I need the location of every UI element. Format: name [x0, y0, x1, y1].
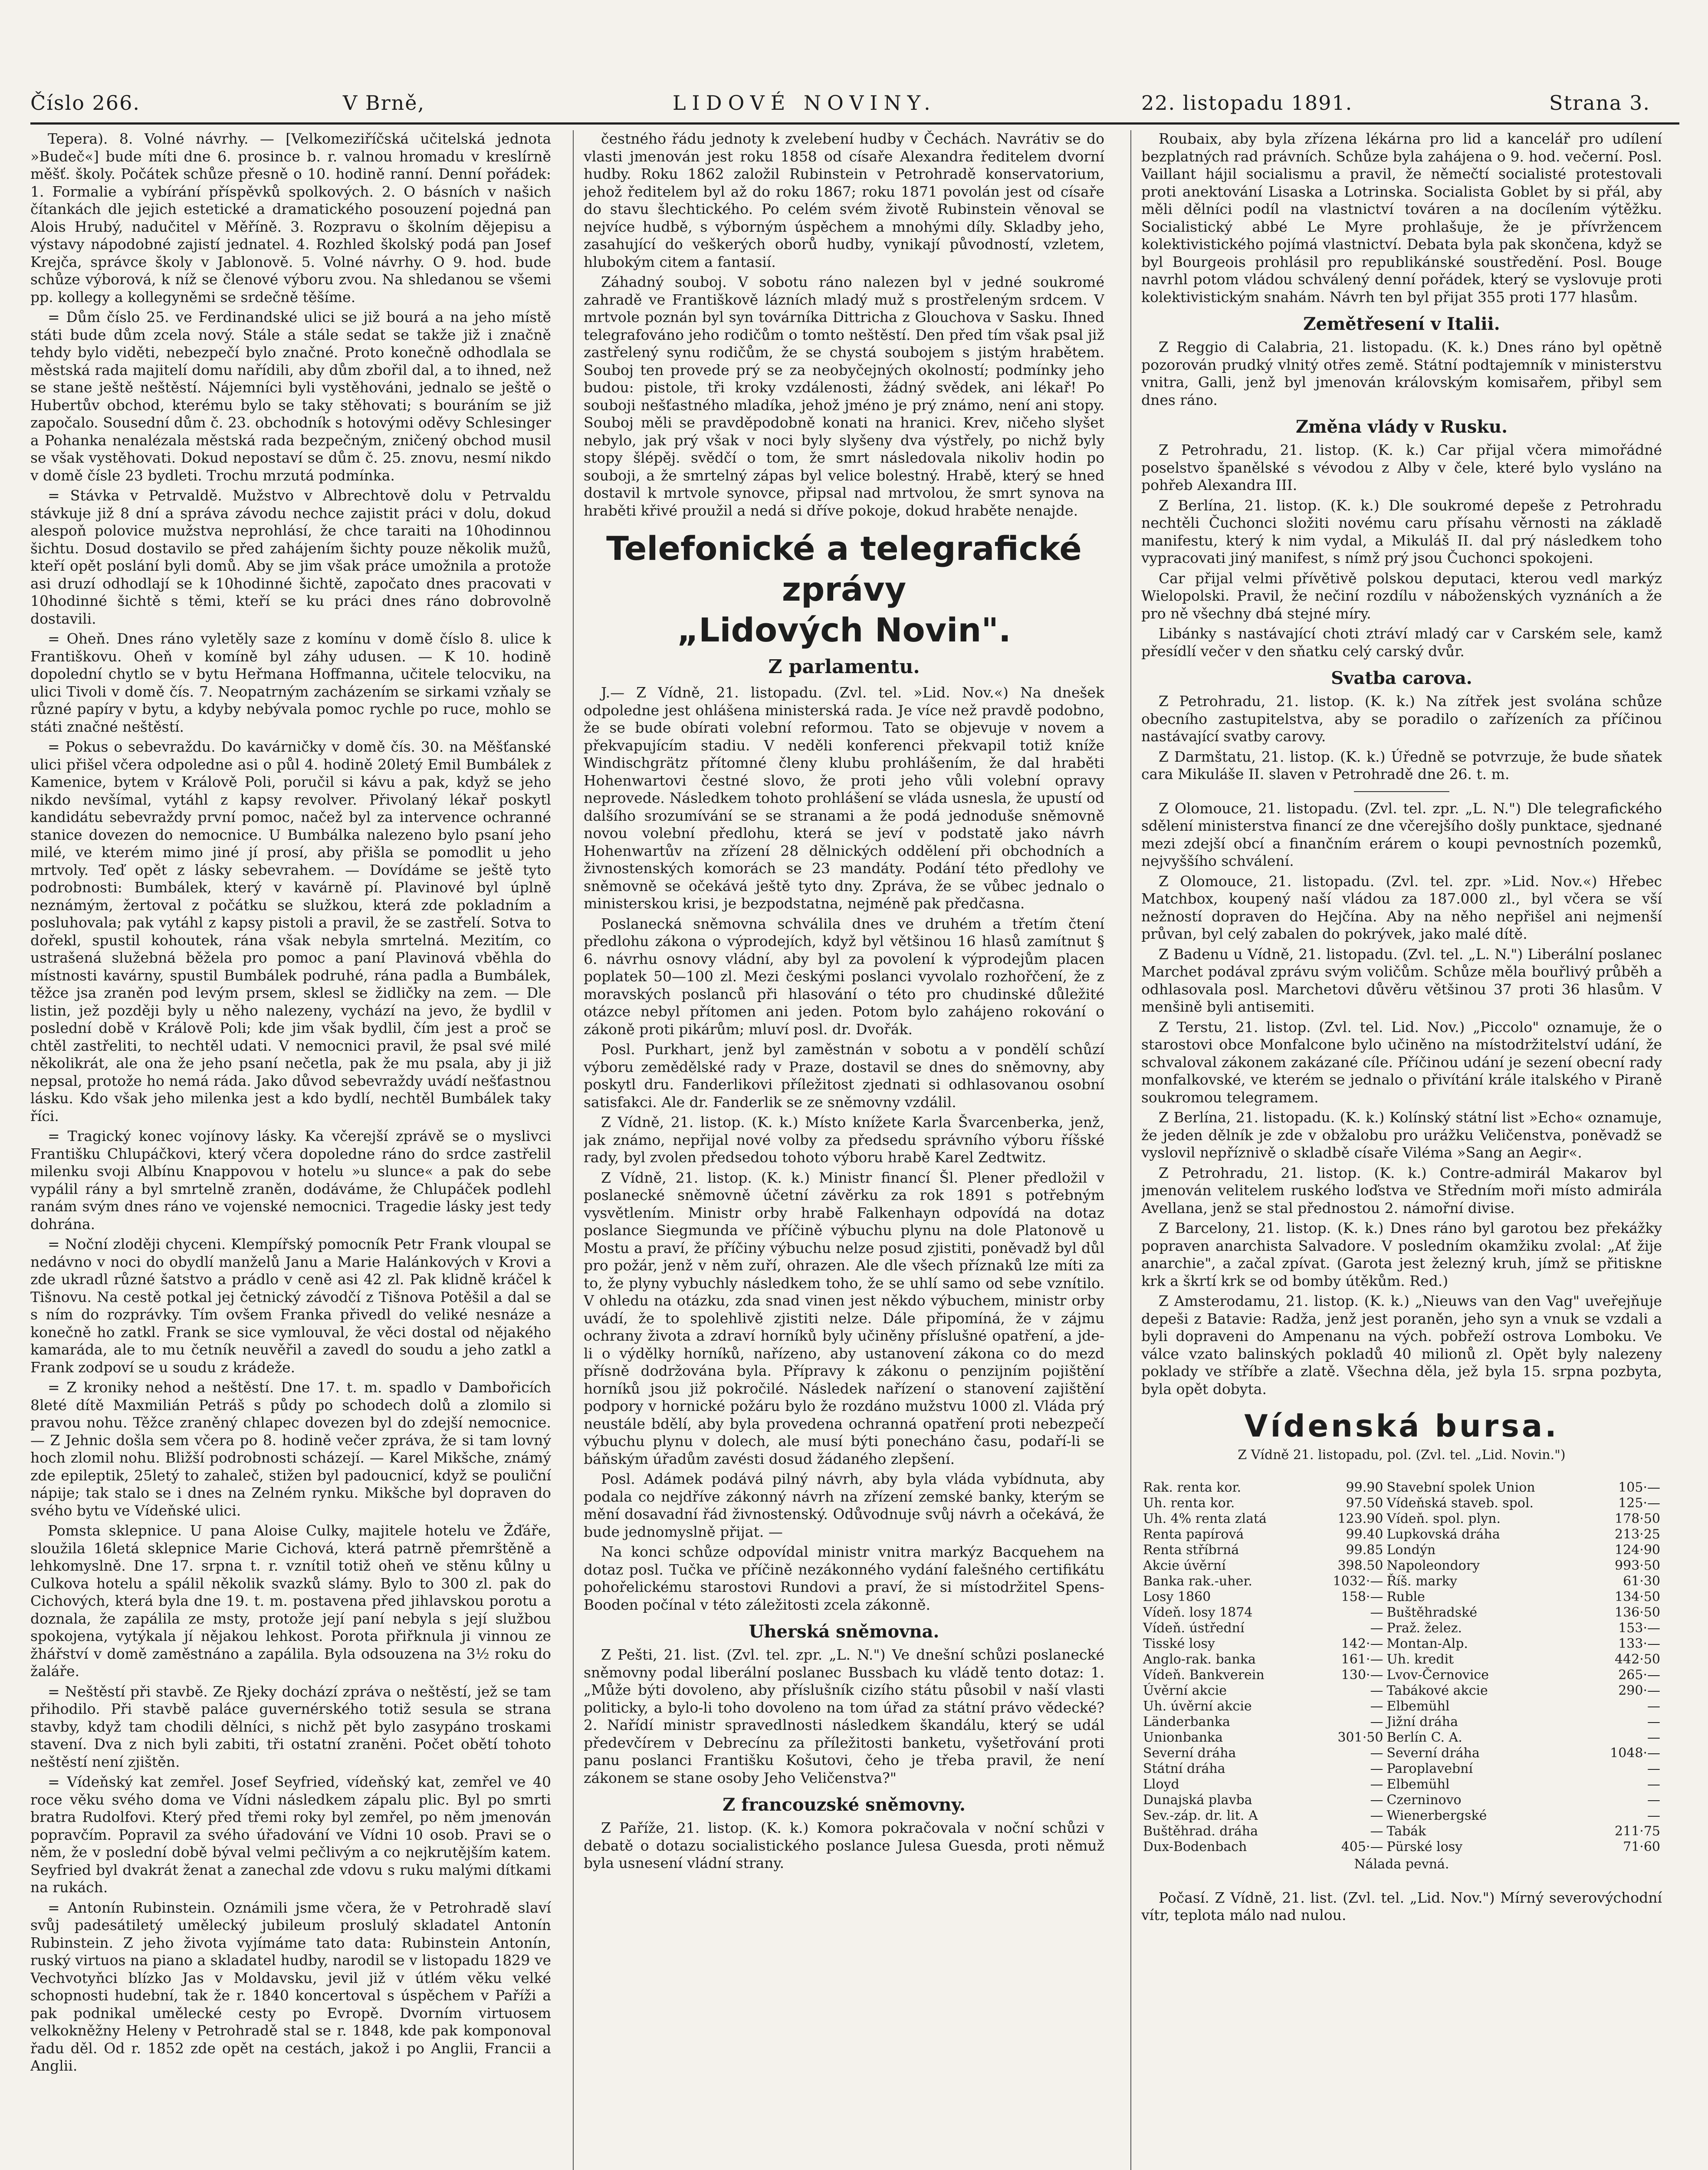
stock-name: Renta papírová — [1143, 1527, 1244, 1542]
stock-name: Buštěhrad. dráha — [1143, 1824, 1258, 1839]
article: = Pokus o sebevraždu. Do kavárničky v domě čís. 30. na Měšťanské ulici přišel včera odpoledne asi o půl 4. hodině 20letý Emil Bumbálek z Kamenice, bytem v Králově Poli, poručil si kávu a pak, když se jeho nikdo nevšímal, vytáhl z kapsy revolver. Přivolaný lékař poskytl kandidátu sebevraždy první pomoc, načež byl za intervence ochranné stanice dovezen do nemocnice. U Bumbálka nalezeno bylo psaní jeho milé, ve kterém mimo jiné jí prosí, aby přišla se pomodlit u jeho mrtvoly. Teď opět z lásky sebevrahem. — Dovídáme se ještě tyto podrobnosti: Bumbálek, který v kavárně pí. Plavinové byl úplně neznámým, žertoval z počátku se služkou, která zde pokladním a posluhovala; pak vytáhl z kapsy pistoli a pravil, že se zastřelí. Sotva to dořekl, spustil kohoutek, rána však nebyla smrtelná. Mezitím, co ustrašená služebná běžela pro pomoc a paní Plavinová vběhla do místnosti kavárny, spustil Bumbálek podruhé, rána padla a Bumbálek, těžce jsa zraněn pod levým prsem, sklesl se židličky na zem. — Dle listin, jež později byly u něho nalezeny, vychází na jevo, že bydlil v poslední době v Králově Poli; kde jim však bydlil, čím jest a proč se chtěl zastřeliti, to nechtěl udati. V nemocnici pravil, že psal své milé několikrát, ale ona že jeho psaní nečetla, pak že mu psala, aby ji již nepsal, protože ho nemá ráda. Jako důvod sebevraždy uvádí nešťastnou lásku. Kdo však jeho milenka jest a kdo bydlí, nechtěl Bumbálek taky říci. — [30, 738, 551, 1124]
stock-price: 213·25 — [1615, 1527, 1660, 1542]
stock-name: Vídeň. losy 1874 — [1143, 1605, 1253, 1620]
stock-name: Berlín C. A. — [1386, 1730, 1462, 1745]
stock-exchange-subheading: Z Vídně 21. listopadu, pol. (Zvl. tel. „Lid. Novin.") — [1238, 1447, 1566, 1463]
table-row — [1141, 1574, 1662, 1589]
stock-price: 130·— — [1341, 1667, 1383, 1683]
article: = Z kroniky nehod a neštěstí. Dne 17. t. m. spadlo v Dambořicích 8leté dítě Maxmilián Petráš s půdy po schodech dolů a zlomilo si pravou nohu. Těžce zraněný chlapec dovezen byl do zdejší nemocnice. — Z Jehnic došla sem včera po 8. hodině večer zpráva, že si tam lovný hoch zlomil nohu. Bližší podrobnosti scházejí. — Karel Mikšche, známý zde epileptik, 25letý to zahaleč, stižen byl padoucnicí, když se pouliční nápije; tak stalo se i dnes na Zelném rynku. Mikšche byl dopraven do svého bytu ve Vídeňské ulici. — [30, 1379, 551, 1519]
stock-name: Státní dráha — [1143, 1761, 1225, 1776]
article: čestného řádu jednoty k zvelebení hudby v Čechách. Navrátiv se do vlasti jmenován jest roku 1858 od císaře Alexandra ředitelem dvorní hudby. Roku 1862 založil Rubinstein v Petrohradě konservatorium, jehož ředitelem byl až do roku 1867; roku 1871 povolán jest od císaře do stavu šlechtického. Po celém svém životě Rubinstein věnoval se nejvíce hudbě, s výborným úspěchem a mnohými díly. Skladby jeho, zasahující do veškerých oborů hudby, vynikají původností, vzletem, hlubokým citem a fantasií. — [584, 130, 1104, 270]
table-row — [1141, 1699, 1662, 1714]
section-title: Telefonické a telegrafické zprávy „Lidových Novin". — [606, 529, 1082, 649]
stock-price: — — [1647, 1730, 1660, 1745]
table-row — [1141, 1527, 1662, 1542]
article: Z Berlína, 21. listopadu. (K. k.) Kolínský státní list »Echo« oznamuje, že jeden dělník je zde v obžalobu pro urážku Veličenstva, poněvadž se vyslovil nepříznivě o skladbě císaře Viléma »Sang an Aegir«. — [1141, 1109, 1662, 1161]
stock-price: 136·50 — [1615, 1605, 1660, 1620]
column-divider — [573, 130, 574, 2170]
article: Na konci schůze odpovídal ministr vnitra markýz Bacquehem na dotaz posl. Tučka ve příčině nezákonného vydání falešného certifikátu pohořelickému starostovi Rundovi a praví, že si místodržitel Spens-Booden počínal v této záležitosti zcela zákonně. — [584, 1543, 1104, 1613]
stock-price: 97.50 — [1346, 1496, 1383, 1511]
stock-name: Czerninovo — [1386, 1792, 1462, 1808]
article: Posl. Adámek podává pilný návrh, aby byla vláda vybídnuta, aby podala co nejdříve zákonný návrh na zřízení zemské banky, kterým se mění dosavadní řád živnostenský. Odůvodnuje svůj návrh a očekává, že bude jednomyslně přijat. — — [584, 1470, 1104, 1540]
table-row — [1141, 1636, 1662, 1652]
stock-price: — — [1370, 1714, 1383, 1729]
stock-name: Vídeň. Bankverein — [1143, 1667, 1265, 1683]
stock-price: 133·— — [1618, 1636, 1660, 1651]
stock-name: Vídeň. spol. plyn. — [1386, 1511, 1501, 1526]
stock-name: Elbemühl — [1386, 1699, 1450, 1714]
stock-name: Uh. 4% renta zlatá — [1143, 1511, 1267, 1526]
table-row — [1141, 1558, 1662, 1574]
stock-price: 1032·— — [1333, 1574, 1383, 1589]
column-2 — [584, 130, 1104, 2170]
article: = Oheň. Dnes ráno vyletěly saze z komínu v domě číslo 8. ulice k Františkovu. Oheň v komíně byl záhy udusen. — K 10. hodině dopolední chytlo se v bytu Heřmana Hoffmanna, učitele telocviku, na ulici Tivoli v domě čís. 7. Neopatrným zacházením se sirkami vzňaly se různé papíry v bytu, a kdyby nebývala pomoc rychle po ruce, mohlo se státi značné neštěstí. — [30, 630, 551, 735]
article: Z Amsterodamu, 21. listop. (K. k.) „Nieuws van den Vag" uveřejňuje depeši z Batavie: Radža, jenž jest poraněn, jeho syn a vnuk se vzdali a byli dopraveni do Ampenanu na vých. pobřeží ostrova Lomboku. Ve válce vzato balinských pokladů 40 milionů zl. Opět byly nalezeny poklady ve stříbře a zlatě. Všechna děla, jež byla 15. srpna pozbyta, byla opět dobyta. — [1141, 1292, 1662, 1397]
stock-price: — — [1647, 1792, 1660, 1808]
article: Z Petrohradu, 21. listop. (K. k.) Contre-admirál Makarov byl jmenován velitelem ruského loďstva ve Středním moři místo admirála Avellana, jenž se stal přednostou 2. námořní divise. — [1141, 1164, 1662, 1217]
masthead — [30, 91, 1679, 115]
table-row — [1141, 1730, 1662, 1746]
table-row — [1141, 1542, 1662, 1558]
stock-price: 99.40 — [1346, 1527, 1383, 1542]
article: Záhadný souboj. V sobotu ráno nalezen byl v jedné soukromé zahradě ve Františkově lázních mladý muž s prostřeleným srdcem. V mrtvole poznán byl syn továrníka Dittricha z Glouchova v Sasku. Ihned telegrafováno jeho rodičům o tomto neštěstí. Den před tím však psal již zastřelený synu rodičům, že se chystá soubojem s jistým hrabětem. Souboj ten provede prý se za neobyčejných okolností; podmínky jeho budou: pistole, tři kroky vzdálenosti, žádný svědek, ani lékař! Po souboji nešťastného mladíka, jehož jméno je prý známo, není ani stopy. Souboj měli se pravděpodobně konati na hranici. Krev, ničeho slyšet nebylo, jak prý však v noci byly slyšeny dva výstřely, po nichž byly stopy šlépěj. svědčí o tom, že smrt následovala nikoliv hodin po souboji, a že smrtelný zápas byl velice bolestný. Hrabě, který se hned dostavil k mrtvole synovce, připsal nad mrtvolou, že smrt synova na hraběti křivé proužil a nedá si dříve pokoje, dokud hraběte nenajde. — [584, 273, 1104, 519]
market-mood: Nálada pevná. — [1354, 1857, 1449, 1872]
table-row — [1141, 1761, 1662, 1777]
stock-price: 442·50 — [1615, 1652, 1660, 1667]
stock-name: Úvěrní akcie — [1143, 1683, 1227, 1698]
stock-price: 993·50 — [1615, 1558, 1660, 1573]
stock-name: Unionbanka — [1143, 1730, 1223, 1745]
article: Z Olomouce, 21. listopadu. (Zvl. tel. zpr. »Lid. Nov.«) Hřebec Matchbox, koupený naší vládou za 187.000 zl., byl včera se vší nežností dopraven do Hejčína. Aby na něho nepřišel ani nejmenší průvan, byl celý zabalen do pokrývek, jako malé dítě. — [1141, 872, 1662, 942]
stock-price: 265·— — [1618, 1667, 1660, 1683]
stock-price: 61·30 — [1623, 1574, 1660, 1589]
column-3 — [1141, 130, 1662, 2170]
article: Tepera). 8. Volné návrhy. — [Velkomeziříčská učitelská jednota »Budeč«] bude míti dne 6. prosince b. r. valnou hromadu v kreslírně měšť. školy. Počátek schůze přesně o 10. hodině ranní. Denní pořádek: 1. Formalie a vybírání příspěvků spolkových. 2. O básních v našich čítankách dle jejich estetické a dramatického posouzení pojedná pan Alois Hrubý, nadučitel v Měříně. 3. Rozpravu o školním dějepisu a výstavy nápodobné zajistí jednatel. 4. Rozhled školský podá pan Josef Krejča, správce školy v Jablonově. 5. Volné návrhy. O 9. hod. bude schůze výborová, k níž se členové výboru zvou. Na shledanou se všemi pp. kollegy a kollegyněmi se srdečně těšíme. — [30, 130, 551, 306]
article: = Neštěstí při stavbě. Ze Rjeky dochází zpráva o neštěstí, jež se tam přihodilo. Při stavbě paláce guvernérského totiž sesula se strana stavby, když tam chodili dělníci, s nichž pět bylo zasypáno troskami stavení. Dva z nich byli zabiti, tři ostatní zraněni. Počet obětí tohoto neštěstí není zjištěn. — [30, 1683, 551, 1770]
section-heading: Svatba carova. — [1331, 668, 1472, 688]
stock-name: Pürské losy — [1386, 1839, 1463, 1854]
stock-name: Losy 1860 — [1143, 1589, 1211, 1604]
stock-name: Banka rak.-uher. — [1143, 1574, 1252, 1589]
stock-price: — — [1370, 1777, 1383, 1792]
stock-name: Říš. marky — [1386, 1574, 1457, 1589]
stock-price: — — [1370, 1605, 1383, 1620]
stock-name: Praž. želez. — [1386, 1621, 1462, 1636]
stock-price: 161·— — [1341, 1652, 1383, 1667]
stock-price: — — [1647, 1808, 1660, 1823]
table-row — [1141, 1667, 1662, 1683]
stock-name: Elbemühl — [1386, 1777, 1450, 1792]
article: Z Petrohradu, 21. listop. (K. k.) Car přijal včera mimořádné poselstvo španělské s vévodou z Alby v čele, které bylo vysláno na pohřeb Alexandra III. — [1141, 441, 1662, 493]
masthead-rule — [30, 122, 1679, 125]
section-heading: Změna vlády v Rusku. — [1295, 417, 1508, 437]
stock-name: Paroplavební — [1386, 1761, 1473, 1776]
stock-name: Lloyd — [1143, 1777, 1179, 1792]
stock-name: Wienerbergské — [1386, 1808, 1487, 1823]
article: Posl. Purkhart, jenž byl zaměstnán v sobotu a v pondělí schůzí výboru zemědělské rady v Praze, dostavil se dnes do sněmovny, aby poskytl dru. Fanderlikovi příležitost zjednati si odhlasovanou osobní satisfakci. Ale dr. Fanderlik se ze sněmovny vzdálil. — [584, 1041, 1104, 1111]
table-row — [1141, 1714, 1662, 1730]
table-row — [1141, 1746, 1662, 1761]
article: Z Petrohradu, 21. listop. (K. k.) Na zítřek jest svolána schůze obecního zastupitelstva, aby se poradilo o zařízeních za příčinou nastávající svatby carovy. — [1141, 693, 1662, 745]
stock-price: — — [1370, 1808, 1383, 1823]
article: Z Barcelony, 21. listop. (K. k.) Dnes ráno byl garotou bez překážky popraven anarchista Salvadore. V posledním okamžiku zvolal: „Ať žije anarchie", a začal zpívat. (Garota jest železný kruh, jímž se přitiskne krk a škrtí krk se od bomby útěkům. Red.) — [1141, 1220, 1662, 1289]
stock-price: — — [1647, 1699, 1660, 1714]
stock-price: 178·50 — [1615, 1511, 1660, 1526]
table-row — [1141, 1652, 1662, 1667]
article: = Dům číslo 25. ve Ferdinandské ulici se již bourá a na jeho místě státi bude dům zcela nový. Stále a stále sedat se takže již i značně tehdy bylo viděti, nebezpečí bylo značné. Proto konečně odhodlala se městská rada majitelí domu nařídili, aby dům zbořil dal, a to ihned, než se stane ještě neštěstí. Nájemníci byli vystěhováni, jednalo se ještě o Hubertův obchod, kterému bylo se taky stěhovati; s bouráním se již započalo. Sousední dům č. 23. obchodník s hotovými oděvy Schlesinger a Pohanka nenalézala městská rada bezpečným, zničený obchod musil se však vystěhovati. Dokud nepostaví se dům č. 25. znovu, nesmí nikdo v domě čísle 23 bydleti. Trochu mrzutá podmínka. — [30, 309, 551, 484]
stock-name: Lupkovská dráha — [1386, 1527, 1500, 1542]
table-row — [1141, 1589, 1662, 1605]
stock-price: 301·50 — [1337, 1730, 1383, 1745]
article: Car přijal velmi přívětivě polskou deputaci, kterou vedl markýz Wielopolski. Pravil, že nečiní rozdílu v náboženských vyznáních a že pro ně všechny dbá stejné míry. — [1141, 569, 1662, 622]
section-subtitle: Z parlamentu. — [768, 656, 920, 678]
stock-price: 99.90 — [1346, 1480, 1383, 1495]
article: Libánky s nastávající choti ztráví mladý car v Carském sele, kamž přesídlí večer v den sňatku celý carský dvůr. — [1141, 625, 1662, 660]
stock-exchange-heading: Vídenská bursa. — [1244, 1408, 1559, 1444]
table-row — [1141, 1480, 1662, 1496]
stock-price: 158·— — [1341, 1589, 1383, 1604]
stock-price: — — [1370, 1792, 1383, 1808]
column-1 — [30, 130, 551, 2170]
article: Z Berlína, 21. listop. (K. k.) Dle soukromé depeše z Petrohradu nechtěli Čuchonci složiti novému caru přísahu věrnosti na základě manifestu, který k nim vydal, a Mikuláš II. dal prý následkem toho vypracovati jiný manifest, s nímž prý jsou Čuchonci spokojeni. — [1141, 496, 1662, 566]
stock-name: Lvov-Černovice — [1386, 1667, 1489, 1683]
article: Z Paříže, 21. listop. (K. k.) Komora pokračovala v noční schůzi v debatě o dotazu socialistického poslance Julesa Guesda, proti němuž byla usnesení vládní strany. — [584, 1819, 1104, 1871]
stock-name: Länderbanka — [1143, 1714, 1230, 1729]
stock-name: Buštěhradské — [1386, 1605, 1478, 1620]
stock-price: 405·— — [1341, 1839, 1383, 1854]
stock-name: Dunajská plavba — [1143, 1792, 1252, 1808]
stock-name: Akcie úvěrní — [1143, 1558, 1226, 1573]
section-heading: Zemětřesení v Italii. — [1303, 314, 1500, 334]
issue-number: Číslo 266. — [30, 91, 140, 115]
stock-price: 99.85 — [1346, 1542, 1383, 1558]
stock-name: Tabák — [1386, 1824, 1426, 1839]
table-row — [1141, 1511, 1662, 1527]
stock-price: — — [1647, 1761, 1660, 1776]
stock-name: Sev.-záp. dr. lit. A — [1143, 1808, 1258, 1823]
stock-name: Londýn — [1386, 1542, 1436, 1558]
article: Poslanecká sněmovna schválila dnes ve druhém a třetím čtení předlohu zákona o výprodejích, když byl většinou 16 hlasů zamítnut § 6. návrhu osnovy vládní, aby byl za povolení k výprodejům placen poplatek 50—100 zl. Mezi českými poslanci vyvolalo rozhořčení, že z moravských poslanců při hlasování o této pro chudinské důležité otázce nebyl přítomen ani jeden. Potom bylo zahájeno rokování o zákoně proti pikárům; mluví posl. dr. Dvořák. — [584, 915, 1104, 1038]
section-heading: Uherská sněmovna. — [749, 1621, 939, 1642]
stock-name: Anglo-rak. banka — [1143, 1652, 1256, 1667]
article: = Stávka v Petrvaldě. Mužstvo v Albrechtově dolu v Petrvaldu stávkuje již 8 dní a správa závodu nechce zajistit práci v dolu, dokud alespoň polovice mužstva neprohlásí, že chce taraiti na 10hodinnou šichtu. Dosud dostavilo se před zahájením šichty pouze několik mužů, kteří opět poslání byli domů. Aby se jim však práce umožnila a protože asi druzí odhodlají se k 10hodinné šichtě, započato dnes pracovati v 10hodinné šichtě s těmi, kteří se ku práci dnes ráno dobrovolně dostavili. — [30, 487, 551, 627]
stock-price: — — [1370, 1746, 1383, 1761]
stock-price: 71·60 — [1623, 1839, 1660, 1854]
stock-price: 105·— — [1618, 1480, 1660, 1495]
table-row — [1141, 1777, 1662, 1792]
stock-name: Tisské losy — [1143, 1636, 1215, 1651]
stock-name: Uh. úvěrní akcie — [1143, 1699, 1252, 1714]
separator — [1354, 791, 1449, 792]
article: Z Vídně, 21. listop. (K. k.) Ministr financí Šl. Plener předložil v poslanecké sněmovně účetní závěrku za rok 1891 s potřebným vysvětlením. Ministr orby hrabě Falkenhayn odpovídá na dotaz poslance Siegmunda ve příčině výbuchu plynu na dole Platonově u Mostu a praví, že příčiny výbuchu nelze posud zjistiti, poněvadž byl důl pro požár, jenž v něm zuří, ohrazen. Ale dle všech příznaků lze míti za to, že plyny vybuchly následkem toho, že se uhlí samo od sebe vznítilo. V ohledu na otázku, zda snad vinen jest někdo výbuchem, ministr orby uvádí, že to spolehlivě zjistiti nelze. Dále připomíná, že v zájmu ochrany života a zdraví horníků byly učiněny příslušné opatření, a jde-li o výdělky horníků, nařízeno, aby ustanovení zákona co do mezd přísně dodržována byla. Přípravy k zákonu o penzijním pojištění horníků jsou již pokročilé. Následek nařízení o stanovení zajištění podpory v hornické požáru bylo že rozdáno mužstvu 1000 zl. Vláda prý neustále bdělí, aby byla provedena ochranná opatření proti nebezpečí výbuchu plynu v dolech, ale musí býti ponecháno času, podaří-li se báňským úřadům zavésti dosud žádaného zlepšení. — [584, 1169, 1104, 1467]
article: Roubaix, aby byla zřízena lékárna pro lid a kancelář pro udílení bezplatných rad právních. Schůze byla zahájena o 9. hod. večerní. Posl. Vaillant hájil socialismu a pravil, že němečtí socialisté protestovali proti anektování Lisaska a Lotrinska. Socialista Goblet by si přál, aby měli dělníci podíl na vlastnictví továren a na docílením výtěžku. Socialistický abbé Le Myre prohlašuje, že je přívržencem kolektivistického pojímá vlastnictví. Debata byla pak skončena, když se byl Bourgeois prohlásil pro republikánské soustředění. Posl. Bouge navrhl potom vládou schválený denní pořádek, který se vyslovuje proti kolektivistickým snahám. Návrh ten byl přijat 355 proti 177 hlasům. — [1141, 130, 1662, 306]
stock-name: Stavební spolek Union — [1386, 1480, 1535, 1495]
stock-price: 142·— — [1341, 1636, 1383, 1651]
stock-price: 153·— — [1618, 1621, 1660, 1636]
article: Z Darmštatu, 21. listop. (K. k.) Úředně se potvrzuje, že bude sňatek cara Mikuláše II. slaven v Petrohradě dne 26. t. m. — [1141, 748, 1662, 783]
stock-name: Uh. renta kor. — [1143, 1496, 1235, 1511]
stock-name: Jižní dráha — [1386, 1714, 1458, 1729]
article: Z Badenu u Vídně, 21. listopadu. (Zvl. tel. „L. N.") Liberální poslanec Marchet podával zprávu svým voličům. Schůze měla bouřlivý průběh a odhlasovala posl. Marchetovi důvěru většinou 37 proti 36 hlasům. V menšině byli antisemiti. — [1141, 945, 1662, 1015]
stock-price: — — [1647, 1777, 1660, 1792]
table-row — [1141, 1792, 1662, 1808]
stock-price: — — [1370, 1621, 1383, 1636]
table-row — [1141, 1839, 1662, 1855]
article: = Tragický konec vojínovy lásky. Ka včerejší zprávě se o myslivci Františku Chlupáčkovi, který včera dopoledne ráno do srdce zastřelil milenku svoji Albínu Knappovou v hotelu »u slunce« a pak do sebe vypálil rány a byl smrtelně zraněn, dodáváme, že Chlupáček podlehl ranám svým dnes ráno ve vojenské nemocnici. Tragedie lásky jest tedy dohrána. — [30, 1128, 551, 1233]
table-row — [1141, 1683, 1662, 1699]
article: Z Vídně, 21. listop. (K. k.) Místo knížete Karla Švarcenberka, jenž, jak známo, nepřijal nové volby za předsedu správního výboru říšské rady, byl zvolen předsedou tohoto výboru hrabě Karel Zedtwitz. — [584, 1114, 1104, 1166]
stock-price: 211·75 — [1615, 1824, 1660, 1839]
table-row — [1141, 1621, 1662, 1636]
stock-price: — — [1370, 1761, 1383, 1776]
article: Pomsta sklepnice. U pana Aloise Culky, majitele hotelu ve Žďáře, sloužila 16letá sklepnice Marie Cichová, která patrně přemrštěně a lehkomyslně. Dne 17. srpna t. r. vznítil totiž oheň ve stěnu kůlny u Culkova hotelu a spálil několik svazků slámy. Bylo to 300 zl. pak do Cichových, která byla dne 19. t. m. postavena před jihlavskou porotu a doznala, že zapálila ze msty, protože její paní nebyla s její službou spokojena, vytýkala jí nějakou lehkost. Porota přiřknula ji vinnou ze žhářství v domě zaměstnáno a zapálila. Byla odsouzena na 3½ roku do žaláře. — [30, 1522, 551, 1680]
stock-price: 398.50 — [1337, 1558, 1383, 1573]
stock-table — [1141, 1480, 1662, 1855]
stock-name: Rak. renta kor. — [1143, 1480, 1242, 1495]
section-heading: Z francouzské sněmovny. — [723, 1795, 966, 1815]
stock-name: Ruble — [1386, 1589, 1425, 1604]
article: Z Pešti, 21. list. (Zvl. tel. zpr. „L. N.") Ve dnešní schůzi poslanecké sněmovny podal liberální poslanec Bussbach ku vládě tento dotaz: 1. „Může býti dovoleno, aby příslušník cizího státu působil v naší vlasti politicky, a bylo-li toho dovoleno na tom úřad za státní právo vědecké? 2. Nařídí ministr spravedlnosti následkem škandálu, který se udál předevčírem v Debrecínu za příležitosti banketu, vyšetřování proti panu poslanci Františku Košutovi, čeho je třeba pravil, že není zákonem se stane osoby Jeho Veličenstva?" — [584, 1646, 1104, 1786]
stock-price: 1048·— — [1610, 1746, 1660, 1761]
stock-price: 134·50 — [1615, 1589, 1660, 1604]
article: Z Terstu, 21. listop. (Zvl. tel. Lid. Nov.) „Piccolo" oznamuje, že o starostovi obce Monfalcone bylo učiněno na místodržitelství udání, že schvaloval zákonem zakázané cíle. Příčinou udání je sezení obecní rady monfalkovské, ve kterém se jednalo o přivítání krále italského v Piraně soukromou telegramem. — [1141, 1018, 1662, 1106]
stock-name: Vídeň. ústřední — [1143, 1621, 1245, 1636]
stock-price: — — [1370, 1683, 1383, 1698]
stock-name: Severní dráha — [1143, 1746, 1236, 1761]
article: = Antonín Rubinstein. Oznámili jsme včera, že v Petrohradě slaví svůj padesátiletý umělecký jubileum proslulý skladatel Antonín Rubinstein. Z jeho života vyjímáme tato data: Rubinstein Antonín, ruský virtuos na piano a skladatel hudby, narodil se v listopadu 1829 ve Vechvotyňci blízko Jas v Moldavsku, jevil již v útlém věku velké schopnosti hudební, tak že r. 1840 koncertoval s úspěchem v Paříži a pak podnikal umělecké cesty po Evropě. Dvorním virtuosem velkokněžny Heleny v Petrohradě stal se r. 1848, kde pak komponoval řadu děl. Od r. 1852 zde opět na cestách, jakož i po Anglii, Francii a Anglii. — [30, 1899, 551, 2074]
table-row — [1141, 1605, 1662, 1621]
newspaper-title: LIDOVÉ NOVINY. — [673, 91, 936, 115]
stock-name: Montan-Alp. — [1386, 1636, 1468, 1651]
table-row — [1141, 1808, 1662, 1824]
article: Z Reggio di Calabria, 21. listopadu. (K. k.) Dnes ráno byl opětně pozorován prudký vlnitý otřes země. Státní podtajemník v ministerstvu vnitra, Galli, jenž byl jmenován královským komisařem, přibyl sem dnes ráno. — [1141, 339, 1662, 408]
issue-place: V Brně, — [343, 91, 425, 115]
stock-name: Vídeňská staveb. spol. — [1386, 1496, 1534, 1511]
stock-name: Severní dráha — [1386, 1746, 1480, 1761]
stock-name: Uh. kredit — [1386, 1652, 1454, 1667]
article: = Vídeňský kat zemřel. Josef Seyfried, vídeňský kat, zemřel ve 40 roce věku svého doma ve Vídni následkem zápalu plic. Byl po smrti bratra Rudolfovi. Který před třemi roky byl zemřel, po něm jmenován popravčím. Popravil za svého úřadování ve Vídni 10 osob. Pravi se o něm, že v poslední době býval velmi pečlivým a co nejkrutějším katem. Seyfried byl dvakrát ženat a zanechal zde vdovu s ruku malými dítkami na rukách. — [30, 1773, 551, 1896]
stock-price: 123.90 — [1337, 1511, 1383, 1526]
column-divider — [1130, 130, 1131, 2170]
article: Z Olomouce, 21. listopadu. (Zvl. tel. zpr. „L. N.") Dle telegrafického sdělení ministerstva financí ze dne včerejšího došly punktace, sjednané mezi zdejší obcí a finančním erárem o koupi pevnostních pozemků, nejvyššího schválení. — [1141, 799, 1662, 869]
table-row — [1141, 1824, 1662, 1839]
stock-price: — — [1370, 1699, 1383, 1714]
stock-price: — — [1647, 1714, 1660, 1729]
article: J.— Z Vídně, 21. listopadu. (Zvl. tel. »Lid. Nov.«) Na dnešek odpoledne jest ohlášena ministerská rada. Je více než pravdě podobno, že se bude obírati volební reformou. Tato se objevuje v novem a překvapujícím stadiu. V neděli konferenci překvapil totiž kníže Windischgrätz přítomné členy klubu prohlášením, že dal hraběti Hohenwartovi čestné slovo, že proti jeho vůli volební opravy neprovede. Následkem tohoto prohlášení se vláda usnesla, že upustí od dalšího srozumívání se se stranami a že podá jednoduše sněmovně novou volební předlohu, která se jeví v podstatě jako návrh Hohenwartův na zřízení 28 dělnických oddělení při obchodních a živnostenských komorách se 23 mandáty. Podání této předlohy ve sněmovně se očekává ještě tyto dny. Zpráva, že se vůbec jednalo o ministerskou krisi, je bezpodstatna, nejméně pak předčasna. — [584, 684, 1104, 912]
stock-price: — — [1370, 1824, 1383, 1839]
stock-name: Renta stříbrná — [1143, 1542, 1239, 1558]
stock-name: Dux-Bodenbach — [1143, 1839, 1247, 1854]
stock-name: Napoleondory — [1386, 1558, 1480, 1573]
stock-price: 124·90 — [1615, 1542, 1660, 1558]
stock-price: 290·— — [1618, 1683, 1660, 1698]
page-number: Strana 3. — [1549, 91, 1650, 115]
weather-report: Počasí. Z Vídně, 21. list. (Zvl. tel. „Lid. Nov.") Mírný severovýchodní vítr, teplota málo nad nulou. — [1141, 1889, 1662, 1923]
stock-name: Tabákové akcie — [1386, 1683, 1488, 1698]
stock-price: 125·— — [1618, 1496, 1660, 1511]
article: = Noční zloději chyceni. Klempířský pomocník Petr Frank vloupal se nedávno v noci do obydlí manželů Janu a Marie Halánkových v Krovi a zde ukradl různé šatstvo a prádlo v ceně asi 42 zl. Pak klidně kráčel k Tišnovu. Na cestě potkal jej četnický závodčí z Tišnova Potěšil a dal se s ním do rozprávky. Tím ovšem Franka přivedl do veliké nesnáze a konečně ho zatkl. Frank se sice vymlouval, že věci dostal od nějakého kamaráda, ale to mu četník neuvěřil a zavedl do soudu a jeho zatkl a Frank zodpoví se u soudu z krádeže. — [30, 1236, 551, 1376]
table-row — [1141, 1496, 1662, 1511]
issue-date: 22. listopadu 1891. — [1141, 91, 1353, 115]
